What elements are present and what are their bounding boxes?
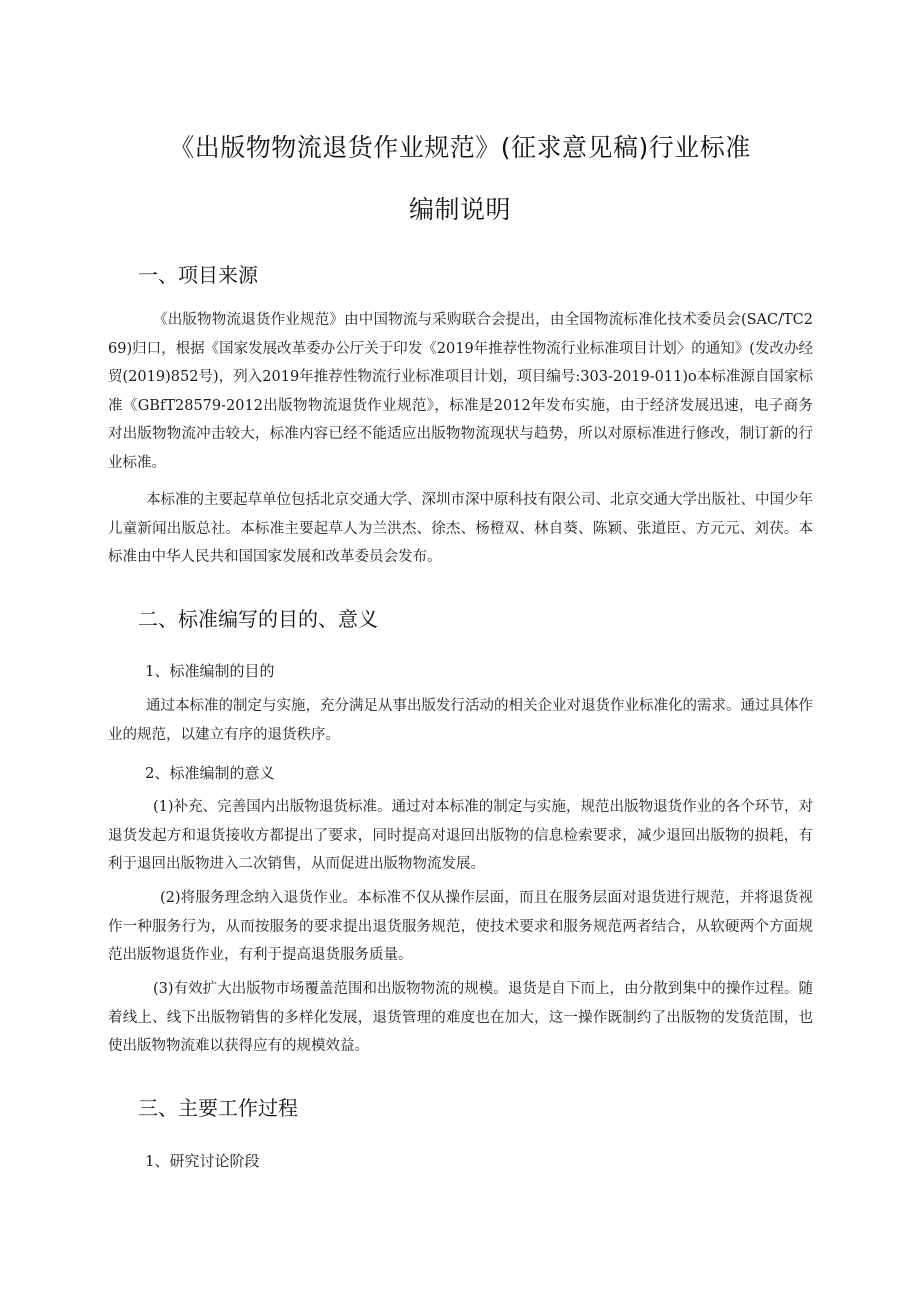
- section-heading-3: 三、主要工作过程: [138, 1096, 298, 1120]
- section-1-paragraph-2: 本标准的主要起草单位包括北京交通大学、深圳市深中原科技有限公司、北京交通大学出版社、中国少年儿童新闻出版总社。本标准主要起草人为兰洪杰、徐杰、杨橙双、林自葵、陈颖、张道臣、方元元、刘茯。本标准由中华人民共和国国家发展和改革委员会发布。: [108, 492, 813, 565]
- section-1-paragraph-1: 《出版物物流退货作业规范》由中国物流与采购联合会提出，由全国物流标准化技术委员会(SAC/TC269)归口，根据《国家发展改革委办公厅关于印发《2019年推荐性物流行业标准项目计划〉的通知》(发改办经贸(2019)852号)，列入2019年推荐性物流行业标准项目计划，项目编号:303-2019-011)o本标准源自国家标准《GBfT28579-2012出版物物流退货作业规范》，标准是2012年发布实施，由于经济发展迅速，电子商务对出版物物流冲击较大，标准内容已经不能适应出版物物流现状与趋势，所以对原标准进行修改，制订新的行业标准。: [108, 312, 813, 471]
- document-subtitle: 编制说明: [408, 195, 511, 224]
- section-heading-1: 一、项目来源: [138, 263, 258, 287]
- section-2-2-paragraph-3: (3)有效扩大出版物市场覆盖范围和出版物物流的规模。退货是自下而上，由分散到集中的操作过程。随着线上、线下出版物销售的多样化发展，退货管理的难度也在加大，这一操作既制约了出版物的发货范围，也使出版物物流难以获得应有的规模效益。: [108, 981, 813, 1054]
- subsection-heading-2-1: 1、标准编制的目的: [145, 662, 275, 680]
- section-2-1-paragraph: 通过本标准的制定与实施，充分满足从事出版发行活动的相关企业对退货作业标准化的需求。通过具体作业的规范，以建立有序的退货秩序。: [108, 698, 813, 743]
- section-2-2-paragraph-1: (1)补充、完善国内出版物退货标准。通过对本标准的制定与实施，规范出版物退货作业的各个环节，对退货发起方和退货接收方都提出了要求，同时提高对退回出版物的信息检索要求，减少退回出版物的损耗，有利于退回出版物进入二次销售，从而促进出版物物流发展。: [108, 799, 813, 872]
- subsection-heading-2-2: 2、标准编制的意义: [145, 764, 275, 782]
- section-2-2-paragraph-2: (2)将服务理念纳入退货作业。本标准不仅从操作层面，而且在服务层面对退货进行规范，并将退货视作一种服务行为，从而按服务的要求提出退货服务规范，使技术要求和服务规范两者结合，从软硬两个方面规范出版物退货作业，有利于提高退货服务质量。: [108, 890, 813, 963]
- section-heading-2: 二、标准编写的目的、意义: [138, 607, 378, 631]
- document-title: 《出版物物流退货作业规范》(征求意见稿)行业标准: [169, 133, 751, 162]
- subsection-heading-3-1: 1、研究讨论阶段: [145, 1152, 260, 1170]
